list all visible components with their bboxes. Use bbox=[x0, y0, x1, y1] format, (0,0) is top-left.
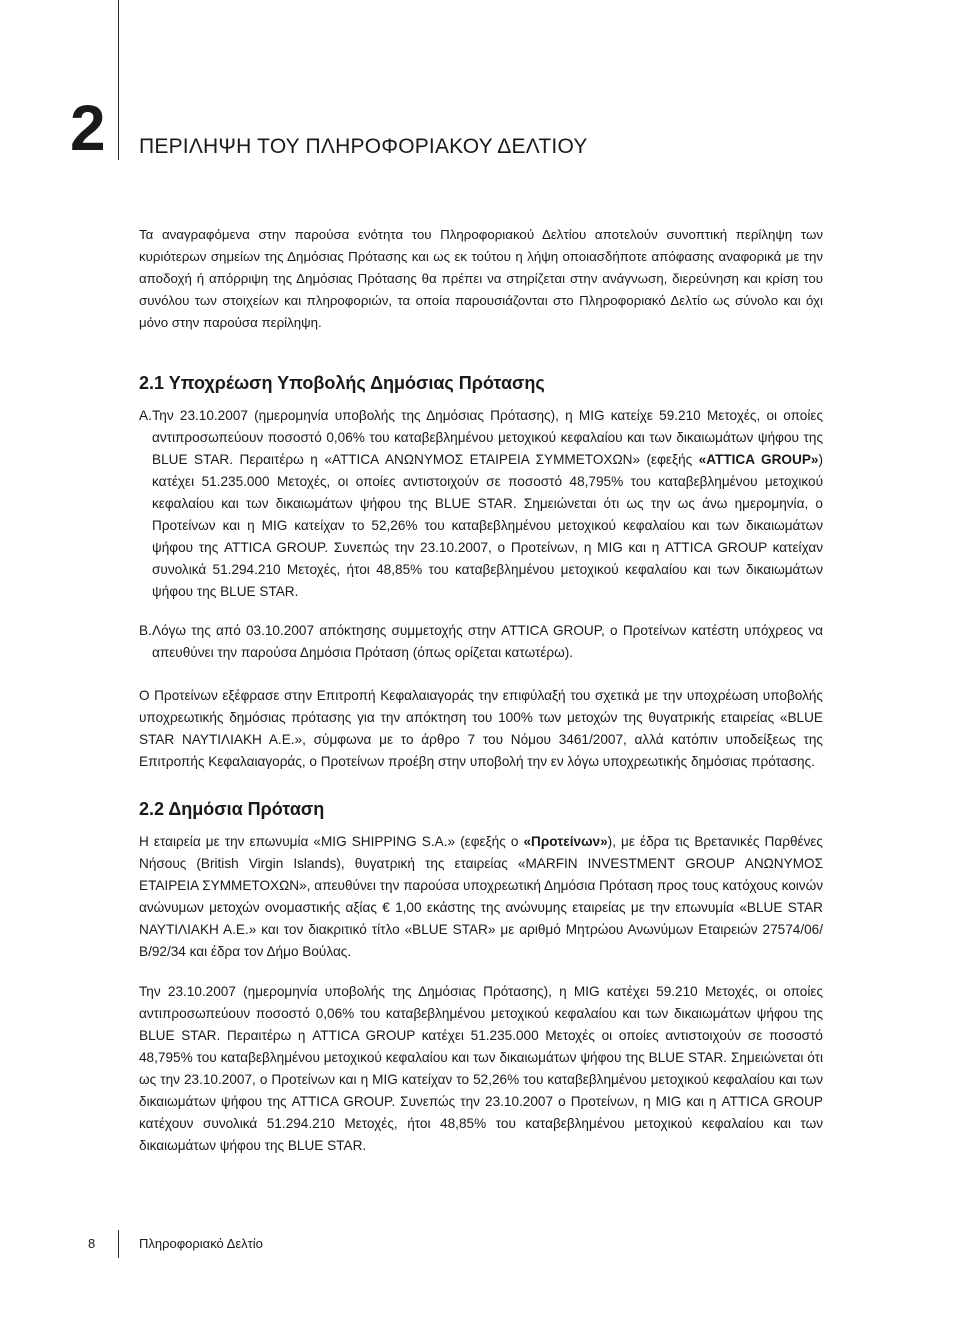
item-b-label: Β. bbox=[139, 623, 152, 638]
section-2-1-paragraph: Ο Προτείνων εξέφρασε στην Επιτροπή Κεφαλαιαγοράς την επιφύλαξή του σχετικά με την υποχρέωση υποβολής υποχρεωτικής δημόσιας πρότασης για την απόκτηση του 100% των μετοχών της θυγατρικής εταιρείας «BLUE STAR ΝΑΥΤΙΛΙΑΚΗ Α.Ε.», σύμφωνα με το άρθρο 7 του Νόμου 3461/2007, αλλά κατόπιν υποδείξεως της Επιτροπής Κεφαλαιαγοράς, ο Προτείνων προέβη στην υποβολή την εν λόγω υποχρεωτικής δημόσιας πρότασης. bbox=[139, 688, 823, 769]
footer-doc-title: Πληροφοριακό Δελτίο bbox=[139, 1236, 263, 1251]
section-2-2-paragraph-2: Την 23.10.2007 (ημερομηνία υποβολής της Δημόσιας Πρότασης), η MIG κατέχει 59.210 Μετοχές, οι οποίες αντιπροσωπεύουν ποσοστό 0,06% του καταβεβλημένου μετοχικού κεφαλαίου και των δικαιωμάτων ψήφου της BLUE STAR. Περαιτέρω η ATTICA GROUP κατέχει 51.235.000 Μετοχές οι οποίες αντιστοιχούν σε ποσοστό 48,795% του καταβεβλημένου μετοχικού κεφαλαίου και των δικαιωμάτων ψήφου της BLUE STAR. Σημειώνεται ότι ως την 23.10.2007, ο Προτείνων και η MIG κατείχαν το 52,26% του καταβεβλημένου μετοχικού κεφαλαίου και των δικαιωμάτων ψήφου της ATTICA GROUP. Συνεπώς την 23.10.2007 ο Προτείνων, η MIG και η ATTICA GROUP κατέχουν συνολικά 51.294.210 Μετοχές, ήτοι 48,85% του καταβεβλημένου μετοχικού κεφαλαίου και των δικαιωμάτων ψήφου της BLUE STAR. bbox=[139, 984, 823, 1153]
item-b-text: Λόγω της από 03.10.2007 απόκτησης συμμετοχής στην ATTICA GROUP, ο Προτείνων κατέστη υπόχρεος να απευθύνει την παρούσα Δημόσια Πρόταση (όπως ορίζεται κατωτέρω). bbox=[152, 623, 823, 660]
section-2-1-body bbox=[139, 405, 823, 773]
chapter-number: 2 bbox=[70, 92, 104, 164]
chapter-divider bbox=[118, 0, 119, 160]
item-a-text-part2: ) κατέχει 51.235.000 Μετοχές, οι οποίες αντιστοιχούν σε ποσοστό 48,795% του καταβεβλημένου μετοχικού κεφαλαίου και των δικαιωμάτων ψήφου της BLUE STAR. Σημειώνεται ότι ως την ως άνω ημερομηνία, ο Προτείνων και η MIG κατείχαν το 52,26% του καταβεβλημένου μετοχικού κεφαλαίου και των δικαιωμάτων ψήφου της ATTICA GROUP. Συνεπώς την 23.10.2007, ο Προτείνων, η MIG και η ATTICA GROUP κατείχαν συνολικά 51.294.210 Μετοχές, ήτοι 48,85% του καταβεβλημένου μετοχικού κεφαλαίου και των δικαιωμάτων ψήφου της BLUE STAR. bbox=[152, 452, 823, 599]
item-a-bold-term: «ATTICA GROUP» bbox=[698, 452, 819, 467]
footer-divider bbox=[118, 1230, 119, 1258]
intro-paragraph bbox=[139, 224, 823, 334]
page-number: 8 bbox=[88, 1236, 96, 1251]
chapter-title: ΠΕΡΙΛΗΨΗ ΤΟΥ ΠΛΗΡΟΦΟΡΙΑΚΟΥ ΔΕΛΤΙΟΥ bbox=[139, 135, 588, 158]
list-item-b bbox=[139, 620, 823, 664]
section-heading-2-2: 2.2 Δημόσια Πρόταση bbox=[139, 799, 325, 819]
item-a-text-part1: Την 23.10.2007 (ημερομηνία υποβολής της Δημόσιας Πρότασης), η MIG κατείχε 59.210 Μετοχές, οι οποίες αντιπροσωπεύουν ποσοστό 0,06% του καταβεβλημένου μετοχικού κεφαλαίου και των δικαιωμάτων ψήφου της BLUE STAR. Περαιτέρω η «ATTICA ΑΝΩΝΥΜΟΣ ΕΤΑΙΡΕΙΑ ΣΥΜΜΕΤΟΧΩΝ» (εφεξής bbox=[152, 408, 823, 467]
section-heading-2-1: 2.1 Υποχρέωση Υποβολής Δημόσιας Πρότασης bbox=[139, 373, 545, 393]
intro-text: Τα αναγραφόμενα στην παρούσα ενότητα του Πληροφοριακού Δελτίου αποτελούν συνοπτική περίληψη των κυριότερων σημείων της Δημόσιας Πρότασης και ως εκ τούτου η λήψη οποιασδήποτε απόφασης αναφορικά με την αποδοχή ή απόρριψη της Δημόσιας Πρότασης θα πρέπει να στηρίζεται στην ανάγνωση, διερεύνηση και κρίση του συνόλου των στοιχείων και πληροφοριών, τα οποία παρουσιάζονται στο Πληροφοριακό Δελτίο ως σύνολο και όχι μόνο στην παρούσα περίληψη. bbox=[139, 227, 823, 330]
list-item-a bbox=[139, 405, 823, 603]
item-a-text bbox=[152, 405, 823, 603]
p1-text-part1: Η εταιρεία με την επωνυμία «MIG SHIPPING S.A.» (εφεξής ο bbox=[139, 834, 524, 849]
p1-bold-term: «Προτείνων» bbox=[523, 834, 608, 849]
section-2-2-paragraph-1 bbox=[139, 831, 823, 963]
section-2-2-body bbox=[139, 831, 823, 1157]
p1-text-part2: ), με έδρα τις Βρετανικές Παρθένες Νήσους (British Virgin Islands), θυγατρική της εταιρείας «MARFIN INVESTMENT GROUP ΑΝΩΝΥΜΟΣ ΕΤΑΙΡΕΙΑ ΣΥΜΜΕΤΟΧΩΝ», απευθύνει την παρούσα υποχρεωτική Δημόσια Πρόταση προς τους κατόχους κοινών ανώνυμων μετοχών ονομαστικής αξίας € 1,00 εκάστης της ανώνυμης εταιρείας με την επωνυμία «BLUE STAR ΝΑΥΤΙΛΙΑΚΗ Α.Ε.» και τον διακριτικό τίτλο «BLUE STAR» με αριθμό Μητρώου Ανωνύμων Εταιρειών 27574/06/Β/92/34 και έδρα τον Δήμο Βούλας. bbox=[139, 834, 823, 959]
item-a-label: Α. bbox=[139, 408, 152, 423]
